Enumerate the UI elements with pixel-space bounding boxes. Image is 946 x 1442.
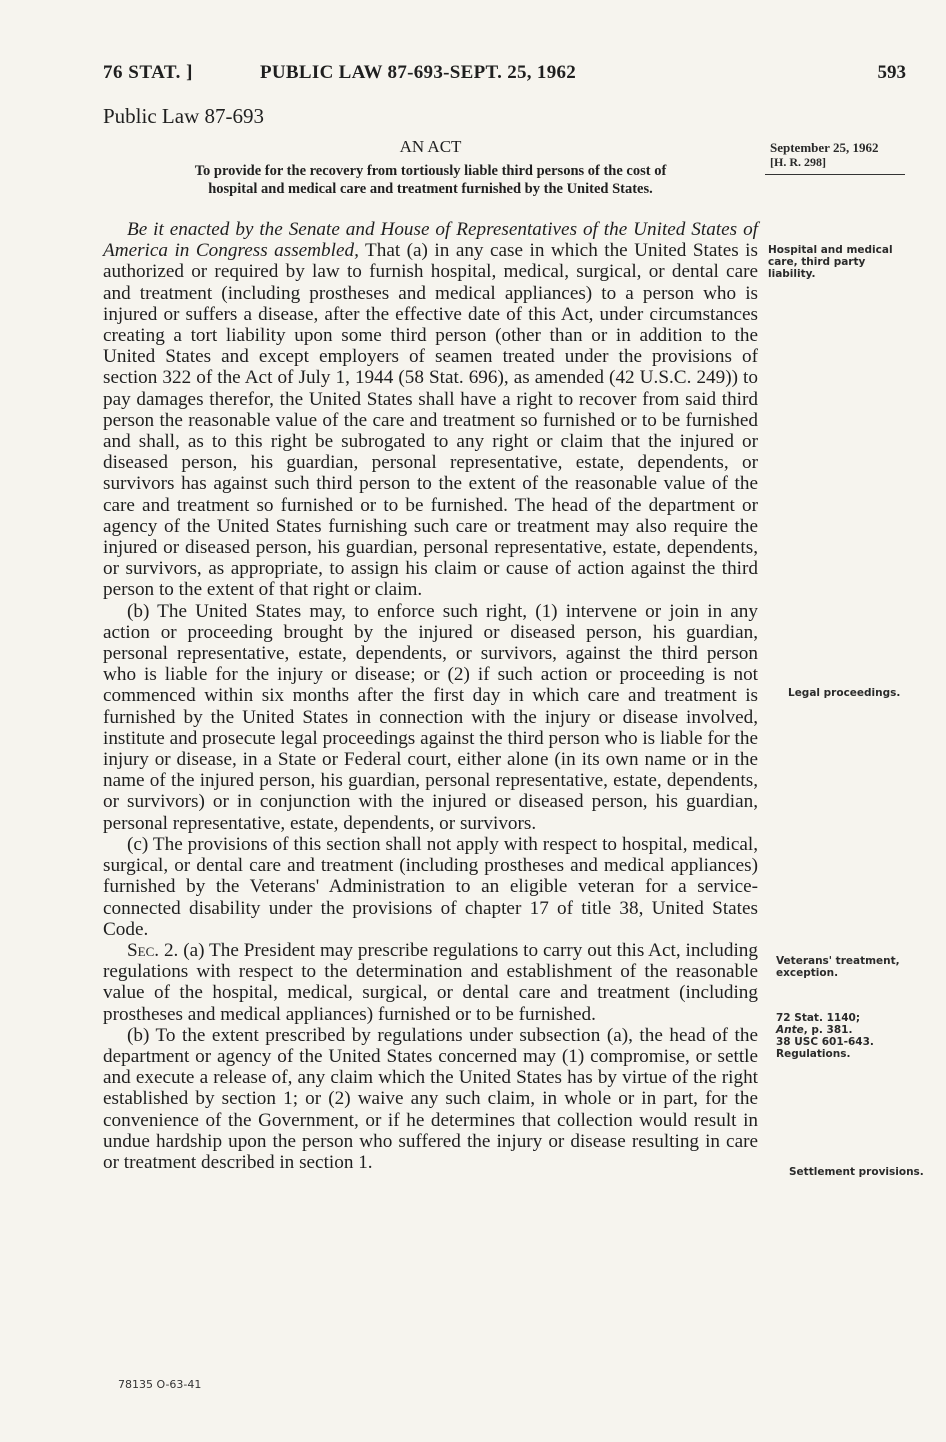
- margin-note-legal: Legal proceedings.: [788, 687, 901, 699]
- section-1c: (c) The provisions of this section shall not apply with respect to hospital, medical, surgical, or dental care and treatment (including prostheses and medical appliances) furnished by the Veterans' Administration to an eligible veteran for a service-connected disability under the provisions of chapter 17 of title 38, United States Code.: [103, 833, 758, 940]
- running-header: [103, 62, 906, 88]
- purpose-line-2: hospital and medical care and treatment furnished by the United States.: [208, 181, 653, 197]
- section-2b: (b) To the extent prescribed by regulations under subsection (a), the head of the department or agency of the United States concerned may (1) compromise, or settle and execute a release of, any claim which the United States has by virtue of the right established by section 1; or (2) waive any such claim, in whole or in part, for the convenience of the Government, or if he determines that collection would result in undue hardship upon the person who suffered the injury or disease resulting in care or treatment described in section 1.: [103, 1024, 758, 1173]
- margin-note-settlement: Settlement provisions.: [789, 1166, 924, 1178]
- bill-number: [H. R. 298]: [770, 155, 826, 169]
- section-2a-text: (a) The President may prescribe regulations to carry out this Act, including regulations with respect to the determination and establishment of the reasonable value of the hospital, medical, surgical, or dental care and treatment (including prostheses and medical appliances) furnished or to be furnished.: [103, 939, 758, 1025]
- purpose-line-1: To provide for the recovery from tortiously liable third persons of the cost of: [194, 163, 667, 179]
- margin-note-regulations: Regulations.: [776, 1048, 851, 1060]
- act-body: [103, 219, 758, 1173]
- enacting-clause: Be it enacted by the Senate and House of Representatives of the United States of America in Congress assembled,: [103, 219, 758, 262]
- act-purpose: [103, 162, 758, 198]
- page-number: 593: [877, 62, 906, 83]
- public-law-title: Public Law 87-693: [103, 104, 264, 128]
- header-title: PUBLIC LAW 87-693-SEPT. 25, 1962: [260, 62, 577, 83]
- ante-page: , p. 381.: [803, 1024, 853, 1036]
- act-heading: AN ACT: [399, 137, 462, 156]
- section-2a: [103, 940, 758, 1025]
- section-1b: (b) The United States may, to enforce such right, (1) intervene or join in any action or proceeding brought by the injured or diseased person, his guardian, personal representative, estate, dependents, or survivors, against the third person who is liable for the injury or disease; or (2) if such action or proceeding is not commenced within six months after the first day in which care and treatment is furnished by the United States in connection with the injury or disease involved, institute and prosecute legal proceedings against the third person who is liable for the injury or disease, in a State or Federal court, either alone (in its own name or in the name of the injured person, his guardian, personal representative, estate, dependents, or survivors) or in conjunction with the injured or diseased person, his guardian, personal representative, estate, dependents, or survivors.: [103, 600, 758, 834]
- margin-note-citations: [776, 1012, 916, 1060]
- volume-label: 76 STAT. ]: [103, 62, 193, 83]
- margin-note-veterans: Veterans' treatment, exception.: [776, 955, 900, 979]
- margin-note-hospital: Hospital and medical care, third party liability.: [768, 244, 893, 280]
- stat-citation: 72 Stat. 1140;: [776, 1012, 861, 1024]
- section-2-label: Sec. 2.: [127, 939, 179, 961]
- usc-citation: 38 USC 601-643.: [776, 1036, 874, 1048]
- margin-date-note: [770, 140, 910, 170]
- ante-label: Ante: [776, 1024, 804, 1036]
- printing-code: 78135 O-63-41: [118, 1378, 202, 1391]
- section-1a: [103, 219, 758, 601]
- enactment-date: September 25, 1962: [770, 140, 879, 155]
- section-1a-text: That (a) in any case in which the United States is authorized or required by law to furnish hospital, medical, surgical, or dental care and treatment (including prostheses and medical appliances) to a person who is injured or suffers a disease, after the effective date of this Act, under circumstances creating a tort liability upon some third person (other than or in addition to the United States and except employers of seamen treated under the provisions of section 322 of the Act of July 1, 1944 (58 Stat. 696), as amended (42 U.S.C. 249)) to pay damages therefor, the United States shall have a right to recover from said third person the reasonable value of the care and treatment so furnished or to be furnished and shall, as to this right be subrogated to any right or claim that the injured or diseased person, his guardian, personal representative, estate, dependents, or survivors has against such third person to the extent of the reasonable value of the care and treatment so furnished or to be furnished. The head of the department or agency of the United States furnishing such care or treatment may also require the injured or diseased person, his guardian, personal representative, estate, dependents, or survivors, as appropriate, to assign his claim or cause of action against the third person to the extent of that right or claim.: [103, 240, 758, 601]
- date-rule: [765, 174, 905, 175]
- ante-citation: [776, 1024, 916, 1036]
